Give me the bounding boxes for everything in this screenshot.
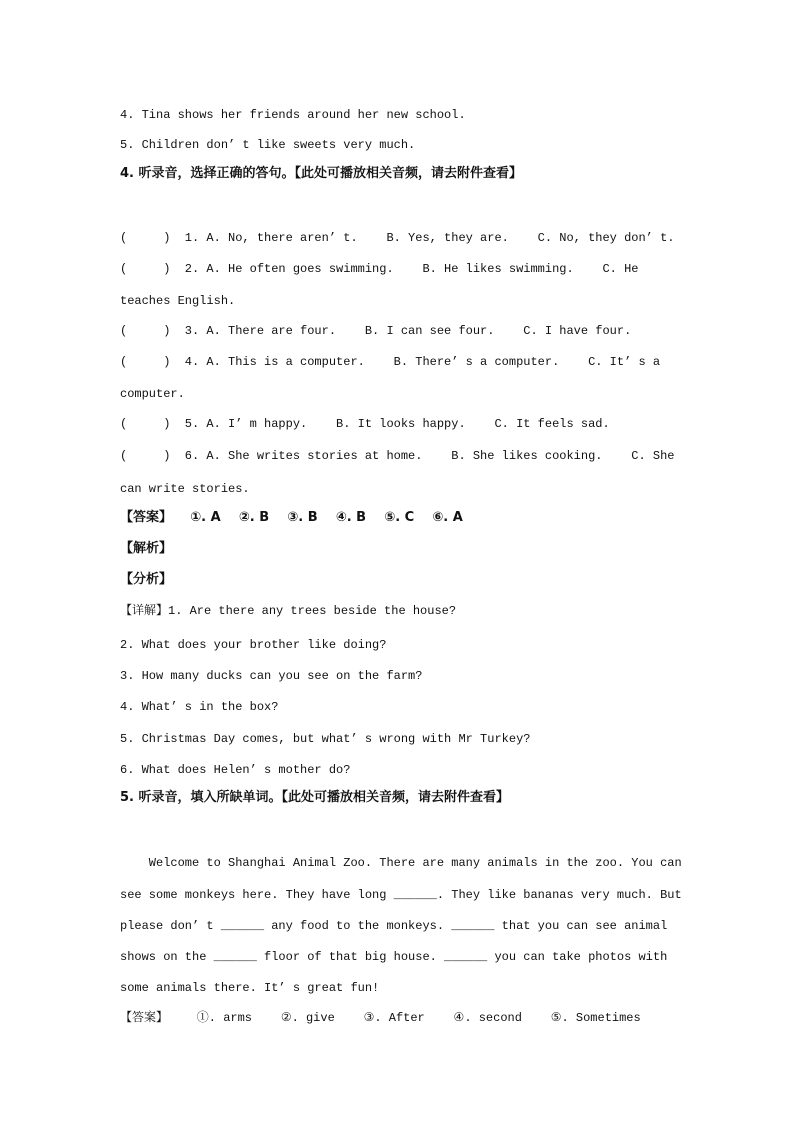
question-5: ( ) 5. A. I’ m happy. B. It looks happy. C. It feels sad. (120, 417, 610, 431)
detail-6: 6. What does Helen’ s mother do? (120, 763, 351, 777)
question-4: ( ) 4. A. This is a computer. B. There’ s a computer. C. It’ s a (120, 355, 661, 369)
passage-line-2: see some monkeys here. They have long ______. They like bananas very much. But (120, 888, 682, 902)
statement-5: 5. Children don’ t like sweets very much. (120, 138, 416, 152)
section-heading-5: 5. 听录音，填入所缺单词。【此处可播放相关音频，请去附件查看】 (120, 790, 510, 805)
passage-answer-line: 【答案】 ①. arms ②. give ③. After ④. second ⑤. Sometimes (120, 1011, 641, 1025)
question-2-continued: teaches English. (120, 294, 236, 308)
question-6-continued: can write stories. (120, 482, 250, 496)
passage-line-4: shows on the ______ floor of that big house. ______ you can take photos with (120, 950, 668, 964)
passage-line-5: some animals there. It’ s great fun! (120, 981, 380, 995)
section-heading-4: 4. 听录音，选择正确的答句。【此处可播放相关音频，请去附件查看】 (120, 166, 523, 181)
detail-4: 4. What’ s in the box? (120, 700, 279, 714)
question-1: ( ) 1. A. No, there aren’ t. B. Yes, they are. C. No, they don’ t. (120, 231, 675, 245)
detail-1: 【详解】1. Are there any trees beside the house? (120, 604, 457, 618)
question-3: ( ) 3. A. There are four. B. I can see four. C. I have four. (120, 324, 632, 338)
detail-5: 5. Christmas Day comes, but what’ s wrong with Mr Turkey? (120, 732, 531, 746)
breakdown-heading: 【分析】 (120, 572, 173, 587)
passage-line-3: please don’ t ______ any food to the monkeys. ______ that you can see animal (120, 919, 668, 933)
answer-line: 【答案】 ①. A ②. B ③. B ④. B ⑤. C ⑥. A (120, 510, 463, 525)
statement-4: 4. Tina shows her friends around her new school. (120, 108, 466, 122)
detail-3: 3. How many ducks can you see on the farm? (120, 669, 423, 683)
detail-2: 2. What does your brother like doing? (120, 638, 387, 652)
analysis-heading: 【解析】 (120, 541, 173, 556)
question-2: ( ) 2. A. He often goes swimming. B. He likes swimming. C. He (120, 262, 639, 276)
question-4-continued: computer. (120, 387, 185, 401)
passage-line-1: Welcome to Shanghai Animal Zoo. There are many animals in the zoo. You can (120, 856, 682, 870)
question-6: ( ) 6. A. She writes stories at home. B. She likes cooking. C. She (120, 449, 675, 463)
